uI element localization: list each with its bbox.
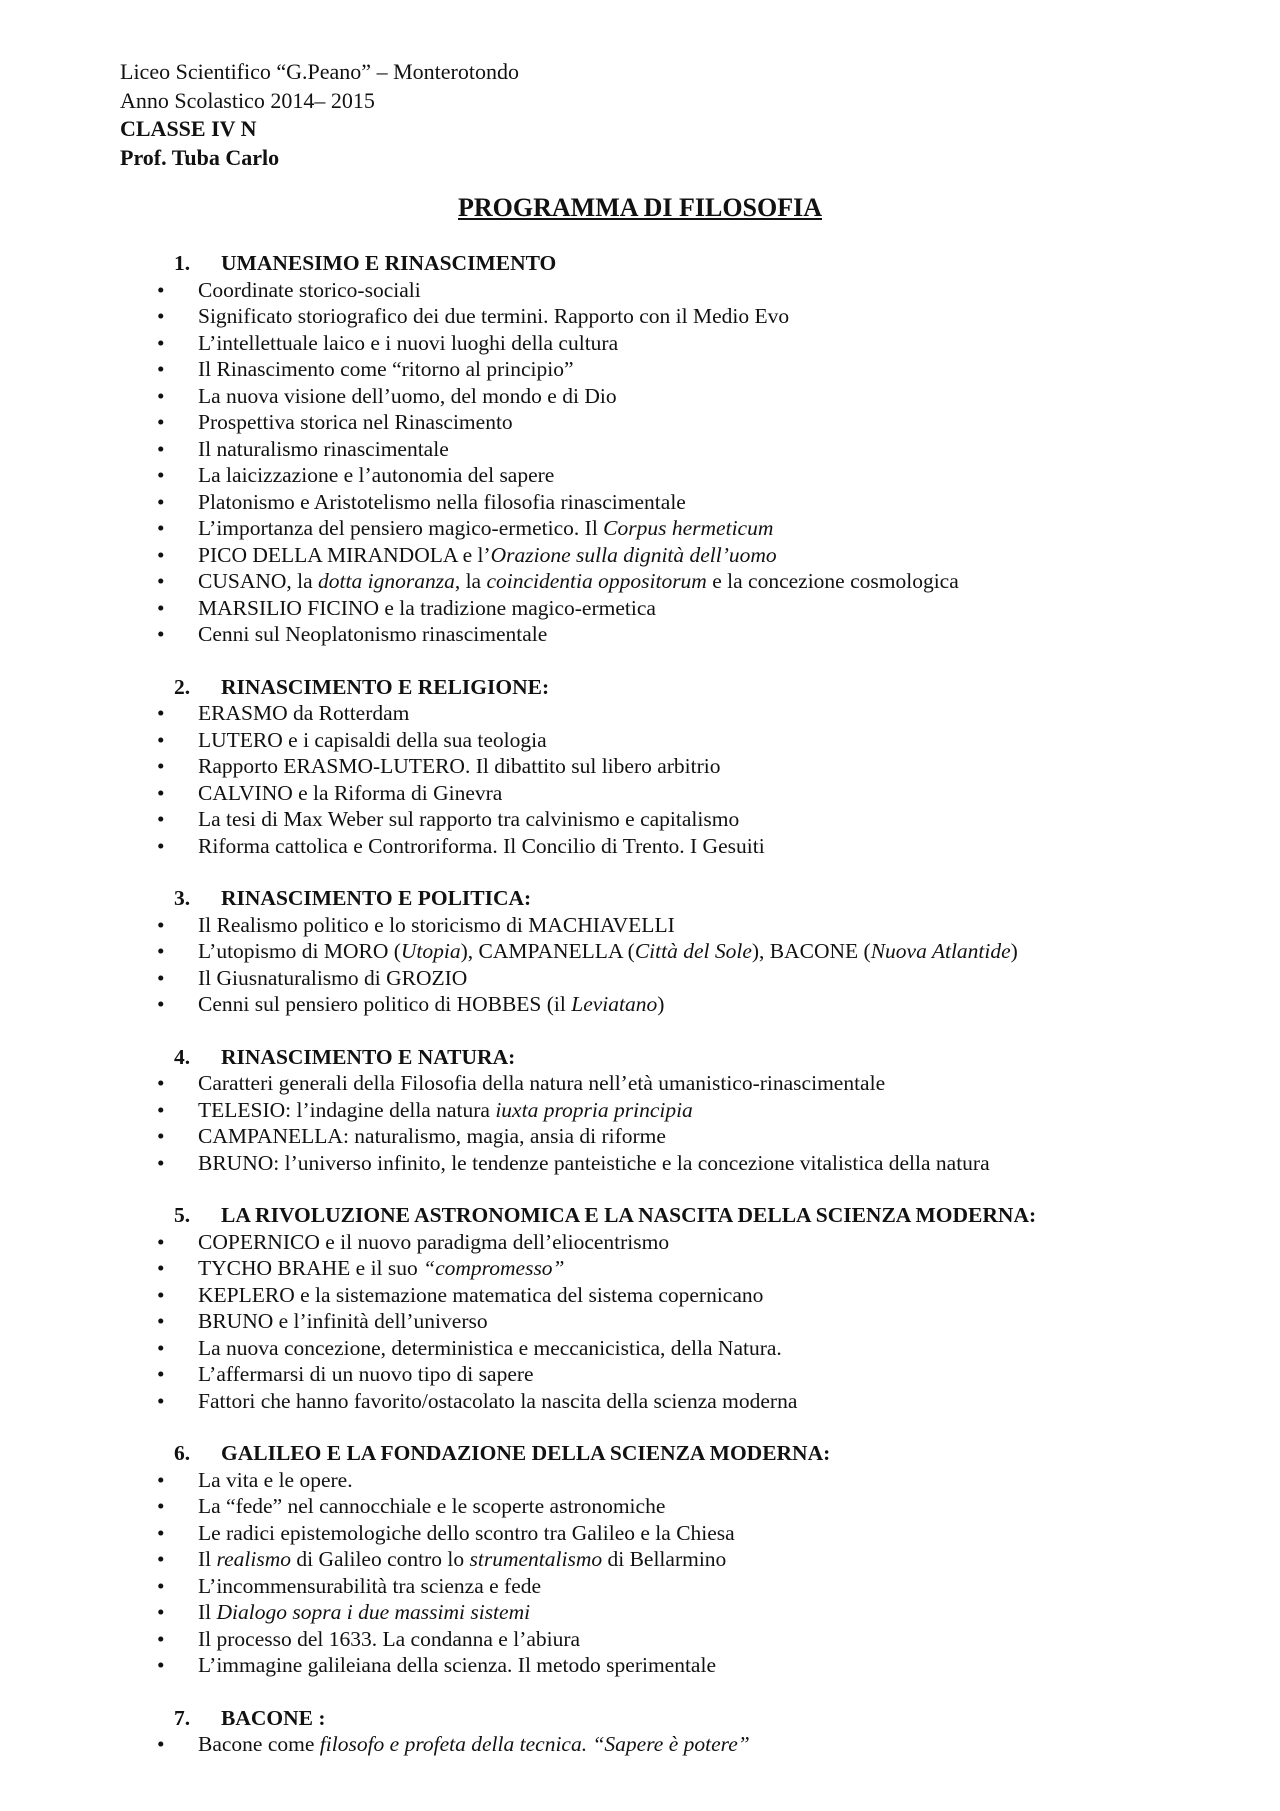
section-items xyxy=(0,913,1280,1019)
list-item-text: KEPLERO e la sistemazione matematica del sistema copernicano xyxy=(198,1282,764,1307)
list-item-text: Il realismo di Galileo contro lo strumentalismo di Bellarmino xyxy=(198,1547,727,1571)
list-item xyxy=(0,1574,1280,1601)
section-heading xyxy=(0,1706,1280,1733)
list-item xyxy=(0,1098,1280,1125)
bullet-icon: • xyxy=(157,965,165,990)
list-item-text: BRUNO e l’infinità dell’universo xyxy=(198,1309,488,1333)
list-item xyxy=(0,1600,1280,1627)
school-name: Liceo Scientifico “G.Peano” – Monterotondo xyxy=(120,59,519,84)
bullet-icon: • xyxy=(157,489,165,514)
section-title: GALILEO E LA FONDAZIONE DELLA SCIENZA MODERNA: xyxy=(221,1441,831,1465)
section-heading xyxy=(0,251,1280,278)
list-item xyxy=(0,834,1280,861)
list-item-text: MARSILIO FICINO e la tradizione magico-ermetica xyxy=(198,595,656,620)
list-item xyxy=(0,1627,1280,1654)
list-item xyxy=(0,1230,1280,1257)
list-item xyxy=(0,516,1280,543)
section-items xyxy=(0,701,1280,860)
bullet-icon: • xyxy=(157,1388,165,1413)
list-item-text: Platonismo e Aristotelismo nella filosofia rinascimentale xyxy=(198,489,686,514)
list-item xyxy=(0,1309,1280,1336)
list-item xyxy=(0,384,1280,411)
list-item xyxy=(0,966,1280,993)
list-item xyxy=(0,1521,1280,1548)
list-item xyxy=(0,1653,1280,1680)
section-number: 2. xyxy=(174,674,191,699)
bullet-icon: • xyxy=(157,622,165,646)
section-items xyxy=(0,1732,1280,1759)
section-3 xyxy=(0,886,1280,1019)
list-item-text: PICO DELLA MIRANDOLA e l’Orazione sulla dignità dell’uomo xyxy=(198,542,777,567)
list-item-text: BRUNO: l’universo infinito, le tendenze panteistiche e la concezione vitalistica della natura xyxy=(198,1150,990,1175)
list-item xyxy=(0,1732,1280,1759)
list-item xyxy=(0,1468,1280,1495)
list-item-text: Il Realismo politico e lo storicismo di MACHIAVELLI xyxy=(198,912,675,937)
section-1 xyxy=(0,251,1280,649)
bullet-icon: • xyxy=(157,330,165,355)
bullet-icon: • xyxy=(157,1467,165,1492)
list-item-text: L’immagine galileiana della scienza. Il metodo sperimentale xyxy=(198,1653,716,1677)
section-items xyxy=(0,1071,1280,1177)
section-number: 3. xyxy=(174,886,191,910)
list-item xyxy=(0,1336,1280,1363)
list-item xyxy=(0,569,1280,596)
bullet-icon: • xyxy=(157,410,165,434)
list-item-text: Caratteri generali della Filosofia della natura nell’età umanistico-rinascimentale xyxy=(198,1071,886,1095)
bullet-icon: • xyxy=(157,1282,165,1307)
list-item-text: La nuova visione dell’uomo, del mondo e di Dio xyxy=(198,383,617,408)
bullet-icon: • xyxy=(157,277,165,302)
bullet-icon: • xyxy=(157,542,165,567)
bullet-icon: • xyxy=(157,1600,165,1624)
bullet-icon: • xyxy=(157,754,165,778)
list-item-text: L’utopismo di MORO (Utopia), CAMPANELLA (Città del Sole), BACONE (Nuova Atlantide) xyxy=(198,939,1018,963)
list-item-text: Rapporto ERASMO-LUTERO. Il dibattito sul libero arbitrio xyxy=(198,754,721,778)
list-item-text: La “fede” nel cannocchiale e le scoperte astronomiche xyxy=(198,1494,666,1518)
section-title: UMANESIMO E RINASCIMENTO xyxy=(221,251,557,275)
list-item xyxy=(0,331,1280,358)
list-item-text: Cenni sul pensiero politico di HOBBES (il Leviatano) xyxy=(198,992,665,1016)
list-item xyxy=(0,1124,1280,1151)
list-item-text: La laicizzazione e l’autonomia del sapere xyxy=(198,463,555,487)
section-heading xyxy=(0,1441,1280,1468)
list-item-text: TYCHO BRAHE e il suo “compromesso” xyxy=(198,1256,565,1280)
bullet-icon: • xyxy=(157,727,165,752)
list-item-text: Cenni sul Neoplatonismo rinascimentale xyxy=(198,622,548,646)
section-items xyxy=(0,1468,1280,1680)
list-item-text: Il Rinascimento come “ritorno al principio” xyxy=(198,357,574,381)
list-item xyxy=(0,357,1280,384)
list-item xyxy=(0,1283,1280,1310)
section-title: RINASCIMENTO E NATURA: xyxy=(221,1044,516,1069)
list-item-text: La vita e le opere. xyxy=(198,1467,353,1492)
list-item-text: La tesi di Max Weber sul rapporto tra calvinismo e capitalismo xyxy=(198,807,740,831)
bullet-icon: • xyxy=(157,939,165,963)
list-item-text: ERASMO da Rotterdam xyxy=(198,701,410,725)
bullet-icon: • xyxy=(157,833,165,858)
section-5 xyxy=(0,1203,1280,1415)
section-4 xyxy=(0,1045,1280,1178)
bullet-icon: • xyxy=(157,807,165,831)
bullet-icon: • xyxy=(157,1309,165,1333)
bullet-icon: • xyxy=(157,992,165,1016)
bullet-icon: • xyxy=(157,595,165,620)
bullet-icon: • xyxy=(157,1573,165,1598)
bullet-icon: • xyxy=(157,569,165,593)
list-item-text: L’intellettuale laico e i nuovi luoghi della cultura xyxy=(198,330,619,355)
bullet-icon: • xyxy=(157,780,165,805)
list-item-text: Il Dialogo sopra i due massimi sistemi xyxy=(198,1600,531,1624)
list-item xyxy=(0,1547,1280,1574)
section-6 xyxy=(0,1441,1280,1680)
list-item-text: Prospettiva storica nel Rinascimento xyxy=(198,410,513,434)
list-item-text: Il naturalismo rinascimentale xyxy=(198,436,449,461)
list-item xyxy=(0,304,1280,331)
section-number: 4. xyxy=(174,1044,191,1069)
bullet-icon: • xyxy=(157,1626,165,1651)
page-title: PROGRAMMA DI FILOSOFIA xyxy=(458,193,822,222)
bullet-icon: • xyxy=(157,701,165,725)
bullet-icon: • xyxy=(157,1097,165,1122)
bullet-icon: • xyxy=(157,383,165,408)
section-number: 7. xyxy=(174,1705,191,1730)
bullet-icon: • xyxy=(157,357,165,381)
list-item xyxy=(0,1389,1280,1416)
section-2 xyxy=(0,675,1280,861)
list-item xyxy=(0,410,1280,437)
teacher-name: Prof. Tuba Carlo xyxy=(120,144,280,170)
list-item-text: COPERNICO e il nuovo paradigma dell’eliocentrismo xyxy=(198,1229,670,1254)
list-item-text: Il processo del 1633. La condanna e l’abiura xyxy=(198,1626,581,1651)
list-item-text: LUTERO e i capisaldi della sua teologia xyxy=(198,727,547,752)
list-item-text: Coordinate storico-sociali xyxy=(198,277,421,302)
list-item xyxy=(0,596,1280,623)
list-item xyxy=(0,1494,1280,1521)
section-number: 5. xyxy=(174,1203,191,1227)
list-item xyxy=(0,1362,1280,1389)
bullet-icon: • xyxy=(157,1653,165,1677)
document-header xyxy=(120,58,519,172)
list-item-text: Il Giusnaturalismo di GROZIO xyxy=(198,965,468,990)
list-item-text: L’incommensurabilità tra scienza e fede xyxy=(198,1573,542,1598)
list-item-text: L’affermarsi di un nuovo tipo di sapere xyxy=(198,1362,534,1386)
bullet-icon: • xyxy=(157,1229,165,1254)
list-item xyxy=(0,490,1280,517)
list-item xyxy=(0,278,1280,305)
section-heading xyxy=(0,1045,1280,1072)
list-item xyxy=(0,543,1280,570)
list-item-text: Significato storiografico dei due termini. Rapporto con il Medio Evo xyxy=(198,304,790,328)
list-item-text: TELESIO: l’indagine della natura iuxta propria principia xyxy=(198,1097,693,1122)
section-7 xyxy=(0,1706,1280,1759)
list-item xyxy=(0,754,1280,781)
section-items xyxy=(0,1230,1280,1416)
list-item xyxy=(0,728,1280,755)
bullet-icon: • xyxy=(157,1071,165,1095)
list-item xyxy=(0,437,1280,464)
bullet-icon: • xyxy=(157,1335,165,1360)
section-items xyxy=(0,278,1280,649)
list-item-text: CALVINO e la Riforma di Ginevra xyxy=(198,780,503,805)
school-year: Anno Scolastico 2014– 2015 xyxy=(120,87,375,113)
list-item xyxy=(0,1256,1280,1283)
list-item xyxy=(0,1151,1280,1178)
section-number: 6. xyxy=(174,1441,191,1465)
section-number: 1. xyxy=(174,251,191,275)
list-item xyxy=(0,939,1280,966)
bullet-icon: • xyxy=(157,1732,165,1756)
list-item-text: Fattori che hanno favorito/ostacolato la nascita della scienza moderna xyxy=(198,1388,798,1413)
bullet-icon: • xyxy=(157,1124,165,1148)
section-title: RINASCIMENTO E RELIGIONE: xyxy=(221,674,550,699)
list-item xyxy=(0,701,1280,728)
section-title: BACONE : xyxy=(221,1705,326,1730)
list-item-text: CUSANO, la dotta ignoranza, la coincidentia oppositorum e la concezione cosmologica xyxy=(198,569,959,593)
bullet-icon: • xyxy=(157,516,165,540)
bullet-icon: • xyxy=(157,436,165,461)
section-heading xyxy=(0,1203,1280,1230)
section-title: LA RIVOLUZIONE ASTRONOMICA E LA NASCITA DELLA SCIENZA MODERNA: xyxy=(221,1203,1037,1227)
bullet-icon: • xyxy=(157,1520,165,1545)
list-item-text: CAMPANELLA: naturalismo, magia, ansia di riforme xyxy=(198,1124,666,1148)
section-title: RINASCIMENTO E POLITICA: xyxy=(221,886,532,910)
bullet-icon: • xyxy=(157,1494,165,1518)
list-item xyxy=(0,622,1280,649)
list-item xyxy=(0,781,1280,808)
list-item xyxy=(0,463,1280,490)
list-item-text: L’importanza del pensiero magico-ermetico. Il Corpus hermeticum xyxy=(198,516,774,540)
bullet-icon: • xyxy=(157,304,165,328)
program-sections xyxy=(0,251,1280,1785)
list-item-text: Riforma cattolica e Controriforma. Il Concilio di Trento. I Gesuiti xyxy=(198,833,765,858)
bullet-icon: • xyxy=(157,912,165,937)
bullet-icon: • xyxy=(157,1256,165,1280)
bullet-icon: • xyxy=(157,1362,165,1386)
bullet-icon: • xyxy=(157,1150,165,1175)
list-item-text: Le radici epistemologiche dello scontro tra Galileo e la Chiesa xyxy=(198,1520,735,1545)
list-item-text: Bacone come filosofo e profeta della tecnica. “Sapere è potere” xyxy=(198,1732,750,1756)
list-item xyxy=(0,992,1280,1019)
section-heading xyxy=(0,675,1280,702)
bullet-icon: • xyxy=(157,463,165,487)
bullet-icon: • xyxy=(157,1547,165,1571)
class-label: CLASSE IV N xyxy=(120,116,257,141)
section-heading xyxy=(0,886,1280,913)
list-item xyxy=(0,807,1280,834)
list-item xyxy=(0,1071,1280,1098)
list-item-text: La nuova concezione, deterministica e meccanicistica, della Natura. xyxy=(198,1335,782,1360)
list-item xyxy=(0,913,1280,940)
